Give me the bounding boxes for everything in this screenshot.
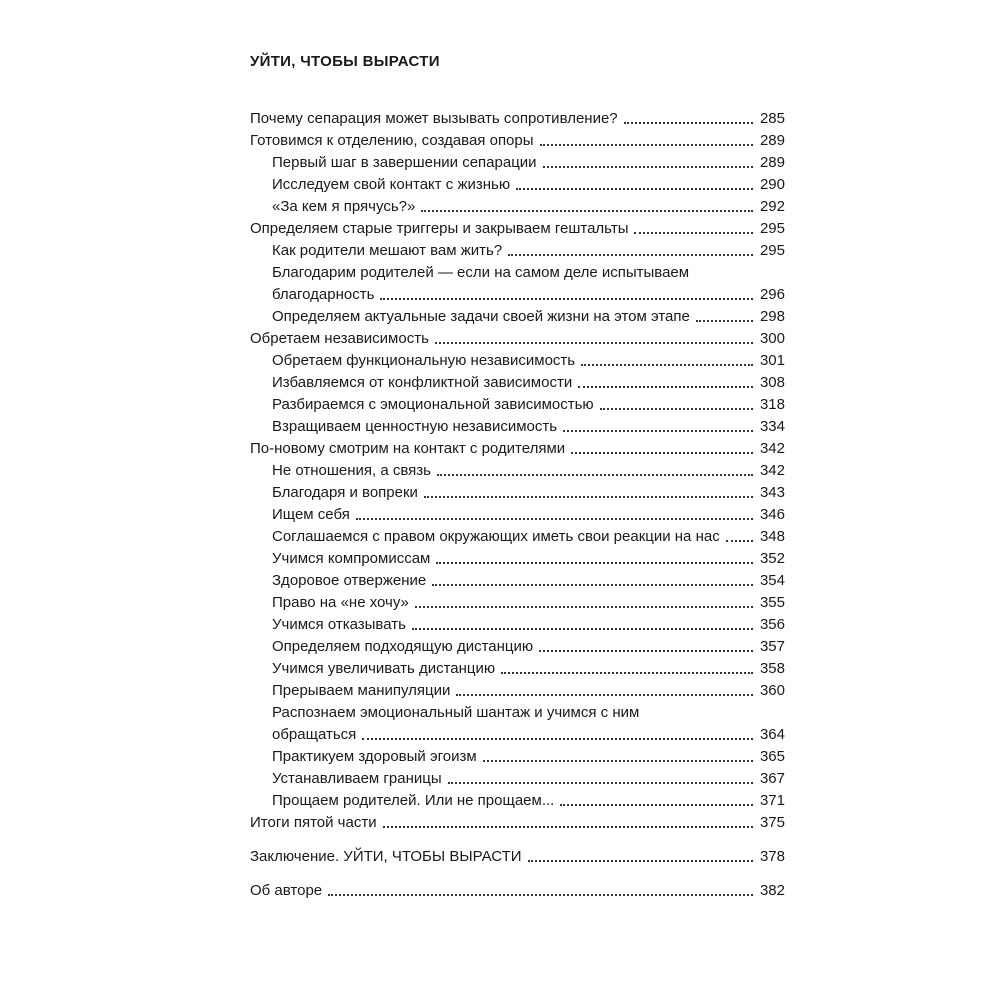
dot-leader: [435, 342, 753, 344]
toc-entry-title: Готовимся к отделению, создавая опоры: [250, 132, 534, 149]
toc-entry-page-number: 371: [759, 792, 785, 809]
toc-entry-page-number: 308: [759, 374, 785, 391]
toc-entry: [250, 306, 785, 328]
toc-entry-title: Исследуем свой контакт с жизнью: [272, 176, 511, 193]
toc-entry-title: Устанавливаем границы: [272, 770, 442, 787]
toc-entry: [250, 482, 785, 504]
toc-entry-page-number: 289: [759, 154, 785, 171]
toc-entry-title: Итоги пятой части: [250, 814, 377, 831]
toc-entry-title: Практикуем здоровый эгоизм: [272, 748, 477, 765]
toc-entry-title: Ищем себя: [272, 506, 350, 523]
dot-leader: [437, 474, 753, 476]
toc-entry: [250, 394, 785, 416]
toc-entry: [250, 372, 785, 394]
dot-leader: [508, 254, 753, 256]
toc-entry: [250, 174, 785, 196]
toc-entry-title: Определяем старые триггеры и закрываем гештальты: [250, 220, 629, 237]
toc-entry-page-number: 342: [759, 462, 785, 479]
toc-entry-title-line2: обращаться: [272, 726, 357, 743]
toc-entry-title: Соглашаемся с правом окружающих иметь свои реакции на нас: [272, 528, 720, 545]
toc-entry-page-number: 301: [759, 352, 785, 369]
dot-leader: [501, 672, 753, 674]
toc-entry-page-number: 292: [759, 198, 785, 215]
toc-entry-title: Почему сепарация может вызывать сопротивление?: [250, 110, 618, 127]
dot-leader: [528, 860, 753, 862]
toc-entry-page-number: 295: [759, 220, 785, 237]
toc-entry-page-number: 378: [759, 848, 785, 865]
dot-leader: [516, 188, 753, 190]
toc-entry: [250, 702, 785, 746]
dot-leader: [634, 232, 753, 234]
running-header: УЙТИ, ЧТОБЫ ВЫРАСТИ: [250, 53, 440, 70]
toc-entry-page-number: 364: [759, 726, 785, 743]
toc-entry-title-line2: благодарность: [272, 286, 375, 303]
toc-entry-page-number: 342: [759, 440, 785, 457]
dot-leader: [362, 738, 753, 740]
dot-leader: [483, 760, 753, 762]
dot-leader: [383, 826, 753, 828]
toc-entry-title: Заключение. УЙТИ, ЧТОБЫ ВЫРАСТИ: [250, 848, 522, 865]
dot-leader: [356, 518, 753, 520]
toc-entry: [250, 416, 785, 438]
toc-entry: [250, 240, 785, 262]
dot-leader: [726, 540, 753, 542]
toc-entry-title: Учимся отказывать: [272, 616, 406, 633]
toc-entry-page-number: 354: [759, 572, 785, 589]
toc-entry-page-number: 295: [759, 242, 785, 259]
toc-entry: [250, 614, 785, 636]
toc-entry-title: Взращиваем ценностную независимость: [272, 418, 558, 435]
toc-entry: [250, 130, 785, 152]
toc-entry: [250, 460, 785, 482]
toc-entry: [250, 438, 785, 460]
toc-entry-title: Как родители мешают вам жить?: [272, 242, 503, 259]
toc-entry: [250, 790, 785, 812]
toc-entry: [250, 526, 785, 548]
toc-entry: [250, 570, 785, 592]
toc-entry-page-number: 334: [759, 418, 785, 435]
toc-entry-page-number: 356: [759, 616, 785, 633]
table-of-contents: [250, 108, 785, 902]
toc-entry-page-number: 343: [759, 484, 785, 501]
dot-leader: [456, 694, 753, 696]
dot-leader: [563, 430, 753, 432]
toc-entry-page-number: 300: [759, 330, 785, 347]
toc-entry-title: Определяем подходящую дистанцию: [272, 638, 534, 655]
dot-leader: [415, 606, 753, 608]
toc-entry-title-line1: Распознаем эмоциональный шантаж и учимся с ним: [272, 704, 640, 721]
toc-entry-title: Избавляемся от конфликтной зависимости: [272, 374, 573, 391]
dot-leader: [600, 408, 753, 410]
toc-entry: [250, 812, 785, 834]
toc-entry: [250, 262, 785, 306]
toc-entry-page-number: 357: [759, 638, 785, 655]
toc-entry-title: Не отношения, а связь: [272, 462, 431, 479]
toc-entry-title: Учимся компромиссам: [272, 550, 431, 567]
toc-entry-page-number: 296: [759, 286, 785, 303]
toc-entry-page-number: 352: [759, 550, 785, 567]
dot-leader: [696, 320, 753, 322]
toc-entry-title: Об авторе: [250, 882, 323, 899]
dot-leader: [432, 584, 753, 586]
dot-leader: [578, 386, 753, 388]
toc-entry-page-number: 375: [759, 814, 785, 831]
toc-entry: [250, 108, 785, 130]
toc-entry: [250, 680, 785, 702]
toc-entry-page-number: 346: [759, 506, 785, 523]
toc-entry: [250, 328, 785, 350]
toc-entry-page-number: 285: [759, 110, 785, 127]
toc-entry: [250, 592, 785, 614]
toc-entry-title: Разбираемся с эмоциональной зависимостью: [272, 396, 594, 413]
toc-entry-title-line1: Благодарим родителей — если на самом деле испытываем: [272, 264, 690, 281]
toc-entry-title: По-новому смотрим на контакт с родителями: [250, 440, 566, 457]
toc-entry-page-number: 355: [759, 594, 785, 611]
dot-leader: [624, 122, 753, 124]
dot-leader: [448, 782, 753, 784]
toc-entry: [250, 504, 785, 526]
toc-entry-page-number: 367: [759, 770, 785, 787]
toc-entry-title: Благодаря и вопреки: [272, 484, 418, 501]
toc-entry-title: Первый шаг в завершении сепарации: [272, 154, 537, 171]
toc-entry: [250, 768, 785, 790]
dot-leader: [380, 298, 753, 300]
toc-entry-title: Прерываем манипуляции: [272, 682, 451, 699]
toc-entry-page-number: 365: [759, 748, 785, 765]
dot-leader: [581, 364, 753, 366]
dot-leader: [421, 210, 753, 212]
toc-entry-page-number: 289: [759, 132, 785, 149]
toc-entry: [250, 658, 785, 680]
toc-entry-page-number: 318: [759, 396, 785, 413]
toc-entry: [250, 636, 785, 658]
toc-entry-title: Обретаем функциональную независимость: [272, 352, 576, 369]
toc-entry-title: Прощаем родителей. Или не прощаем...: [272, 792, 555, 809]
toc-entry-title: Здоровое отвержение: [272, 572, 427, 589]
dot-leader: [539, 650, 753, 652]
toc-entry: [250, 846, 785, 868]
toc-entry-page-number: 382: [759, 882, 785, 899]
toc-entry-page-number: 290: [759, 176, 785, 193]
toc-entry: [250, 746, 785, 768]
dot-leader: [571, 452, 753, 454]
toc-entry-page-number: 348: [759, 528, 785, 545]
toc-entry-title: «За кем я прячусь?»: [272, 198, 416, 215]
dot-leader: [560, 804, 753, 806]
toc-entry-title: Определяем актуальные задачи своей жизни на этом этапе: [272, 308, 690, 325]
toc-entry-title: Право на «не хочу»: [272, 594, 409, 611]
dot-leader: [412, 628, 753, 630]
dot-leader: [424, 496, 753, 498]
toc-entry-page-number: 360: [759, 682, 785, 699]
dot-leader: [436, 562, 753, 564]
toc-entry-page-number: 298: [759, 308, 785, 325]
dot-leader: [540, 144, 753, 146]
toc-entry: [250, 350, 785, 372]
toc-entry: [250, 880, 785, 902]
toc-entry: [250, 218, 785, 240]
toc-entry: [250, 196, 785, 218]
toc-entry-title: Учимся увеличивать дистанцию: [272, 660, 496, 677]
toc-entry-page-number: 358: [759, 660, 785, 677]
dot-leader: [328, 894, 753, 896]
dot-leader: [543, 166, 753, 168]
toc-entry-title: Обретаем независимость: [250, 330, 429, 347]
toc-entry: [250, 152, 785, 174]
toc-entry: [250, 548, 785, 570]
